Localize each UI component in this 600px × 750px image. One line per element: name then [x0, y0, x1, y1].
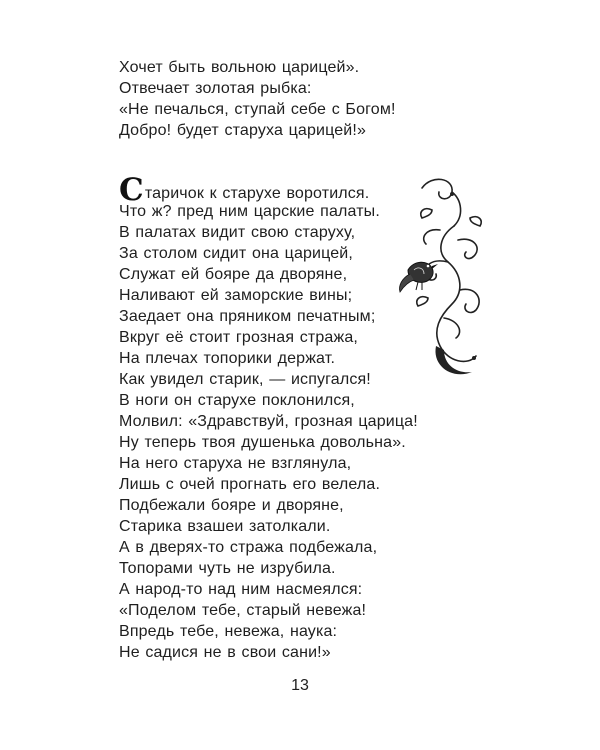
stanza-1	[119, 57, 396, 141]
verse-line: Не садися не в свои сани!»	[119, 644, 331, 661]
verse-line: Как увидел старик, — испугался!	[119, 371, 371, 388]
verse-line: За столом сидит она царицей,	[119, 245, 353, 262]
verse-line: Заедает она пряником печатным;	[119, 308, 376, 325]
verse-line: Топорами чуть не изрубила.	[119, 560, 336, 577]
verse-line: Впредь тебе, невежа, наука:	[119, 623, 338, 640]
bird-icon	[399, 262, 438, 292]
page-number: 13	[291, 677, 309, 694]
verse-line: А народ-то над ним насмеялся:	[119, 581, 363, 598]
verse-line: На него старуха не взглянула,	[119, 455, 352, 472]
verse-line: Хочет быть вольною царицей».	[119, 59, 360, 76]
verse-line: Что ж? пред ним царские палаты.	[119, 203, 380, 220]
verse-line: Вкруг её стоит грозная стража,	[119, 329, 358, 346]
verse-line: Лишь с очей прогнать его велела.	[119, 476, 381, 493]
stanza-2	[119, 172, 418, 663]
verse-line: А в дверях-то стража подбежала,	[119, 539, 378, 556]
verse-line: Добро! будет старуха царицей!»	[119, 122, 367, 139]
verse-line: «Не печалься, ступай себе с Богом!	[119, 101, 396, 118]
verse-line: В ноги он старухе поклонился,	[119, 392, 355, 409]
verse-line: Старика взашеи затолкали.	[119, 518, 331, 535]
verse-line: Отвечает золотая рыбка:	[119, 80, 312, 97]
verse-line: «Поделом тебе, старый невежа!	[119, 602, 367, 619]
verse-first-line	[119, 172, 418, 208]
verse-line: Молвил: «Здравствуй, грозная царица!	[119, 413, 418, 430]
drop-cap: С	[119, 172, 144, 208]
verse-line: На плечах топорики держат.	[119, 350, 336, 367]
verse-line: Подбежали бояре и дворяне,	[119, 497, 344, 514]
verse-first-line-text: таричок к старухе воротился.	[144, 185, 370, 202]
verse-line: Ну теперь твоя душенька довольна».	[119, 434, 406, 451]
verse-line: В палатах видит свою старуху,	[119, 224, 356, 241]
verse-line: Служат ей бояре да дворяне,	[119, 266, 348, 283]
floral-bird-ornament-icon	[392, 170, 492, 380]
verse-line: Наливают ей заморские вины;	[119, 287, 353, 304]
